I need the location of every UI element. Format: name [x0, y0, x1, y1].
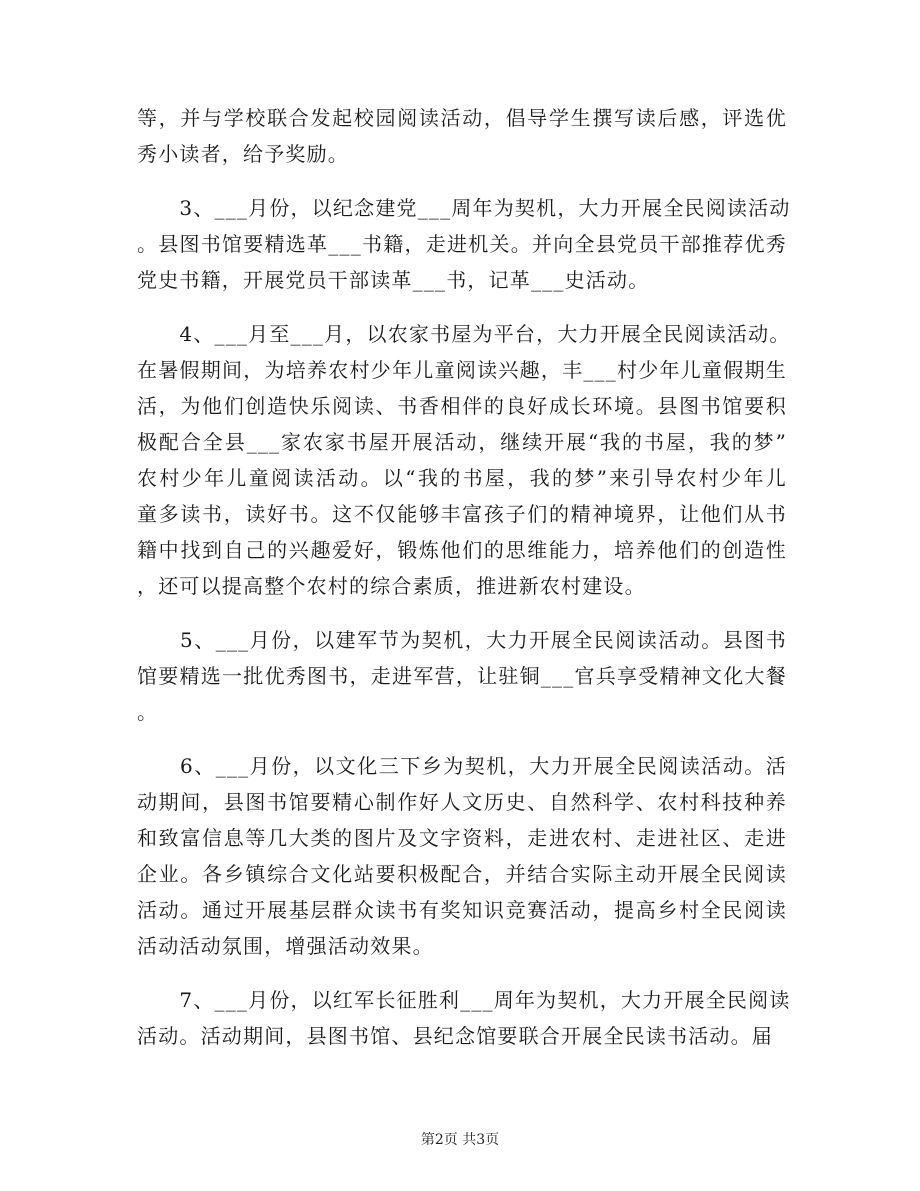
page-number: 第2页 共3页 — [420, 1132, 500, 1148]
text-line: 6、___月份，以文化三下乡为契机，大力开展全民阅读活动。活 — [137, 754, 787, 778]
text-line: ，还可以提高整个农村的综合素质，推进新农村建设。 — [137, 574, 646, 598]
paragraph-gap — [137, 730, 787, 748]
text-line: 在暑假期间，为培养农村少年儿童阅读兴趣，丰___村少年儿童假期生 — [137, 358, 787, 382]
text-line: 党史书籍，开展党员干部读革___书，记革___史活动。 — [137, 268, 650, 292]
text-line: 童多读书，读好书。这不仅能够丰富孩子们的精神境界，让他们从书 — [137, 502, 787, 526]
text-line: 3、___月份，以纪念建党___周年为契机，大力开展全民阅读活动 — [137, 196, 791, 220]
text-line: 秀小读者，给予奖励。 — [137, 142, 349, 166]
text-line: 活，为他们创造快乐阅读、书香相伴的良好成长环境。县图书馆要积 — [137, 394, 787, 418]
paragraph-continuation — [137, 100, 787, 172]
text-line: 动期间，县图书馆要精心制作好人文历史、自然科学、农村科技种养 — [137, 790, 787, 814]
text-line: 。县图书馆要精选革___书籍，走进机关。并向全县党员干部推荐优秀 — [137, 232, 787, 256]
text-line: 籍中找到自己的兴趣爱好，锻炼他们的思维能力，培养他们的创造性 — [137, 538, 787, 562]
paragraph-item-5 — [137, 622, 787, 730]
text-line: 和致富信息等几大类的图片及文字资料，走进农村、走进社区、走进 — [137, 826, 787, 850]
paragraph-item-4 — [137, 316, 791, 604]
text-line: 5、___月份，以建军节为契机，大力开展全民阅读活动。县图书 — [137, 628, 787, 652]
paragraph-item-7 — [137, 982, 791, 1054]
text-line: 等，并与学校联合发起校园阅读活动，倡导学生撰写读后感，评选优 — [137, 106, 787, 130]
text-line: 农村少年儿童阅读活动。以“我的书屋，我的梦”来引导农村少年儿 — [137, 466, 787, 490]
paragraph-gap — [137, 604, 787, 622]
text-line: 极配合全县___家农家书屋开展活动，继续开展“我的书屋，我的梦” — [137, 430, 787, 454]
text-line: 活动。通过开展基层群众读书有奖知识竞赛活动，提高乡村全民阅读 — [137, 898, 787, 922]
text-line: 企业。各乡镇综合文化站要积极配合，并结合实际主动开展全民阅读 — [137, 862, 787, 886]
text-line: 活动活动氛围，增强活动效果。 — [137, 934, 434, 958]
text-line: 馆要精选一批优秀图书，走进军营，让驻铜___官兵享受精神文化大餐 — [137, 664, 787, 688]
paragraph-item-6 — [137, 748, 787, 964]
document-body — [137, 100, 791, 1054]
paragraph-item-3 — [137, 190, 791, 298]
paragraph-gap — [137, 964, 787, 982]
paragraph-gap — [137, 172, 787, 190]
text-line: 7、___月份，以红军长征胜利___周年为契机，大力开展全民阅读 — [137, 988, 791, 1012]
paragraph-gap — [137, 298, 787, 316]
text-line: 。 — [137, 700, 159, 724]
text-line: 4、___月至___月，以农家书屋为平台，大力开展全民阅读活动。 — [137, 322, 791, 346]
text-line: 活动。活动期间，县图书馆、县纪念馆要联合开展全民读书活动。届 — [137, 1024, 773, 1048]
